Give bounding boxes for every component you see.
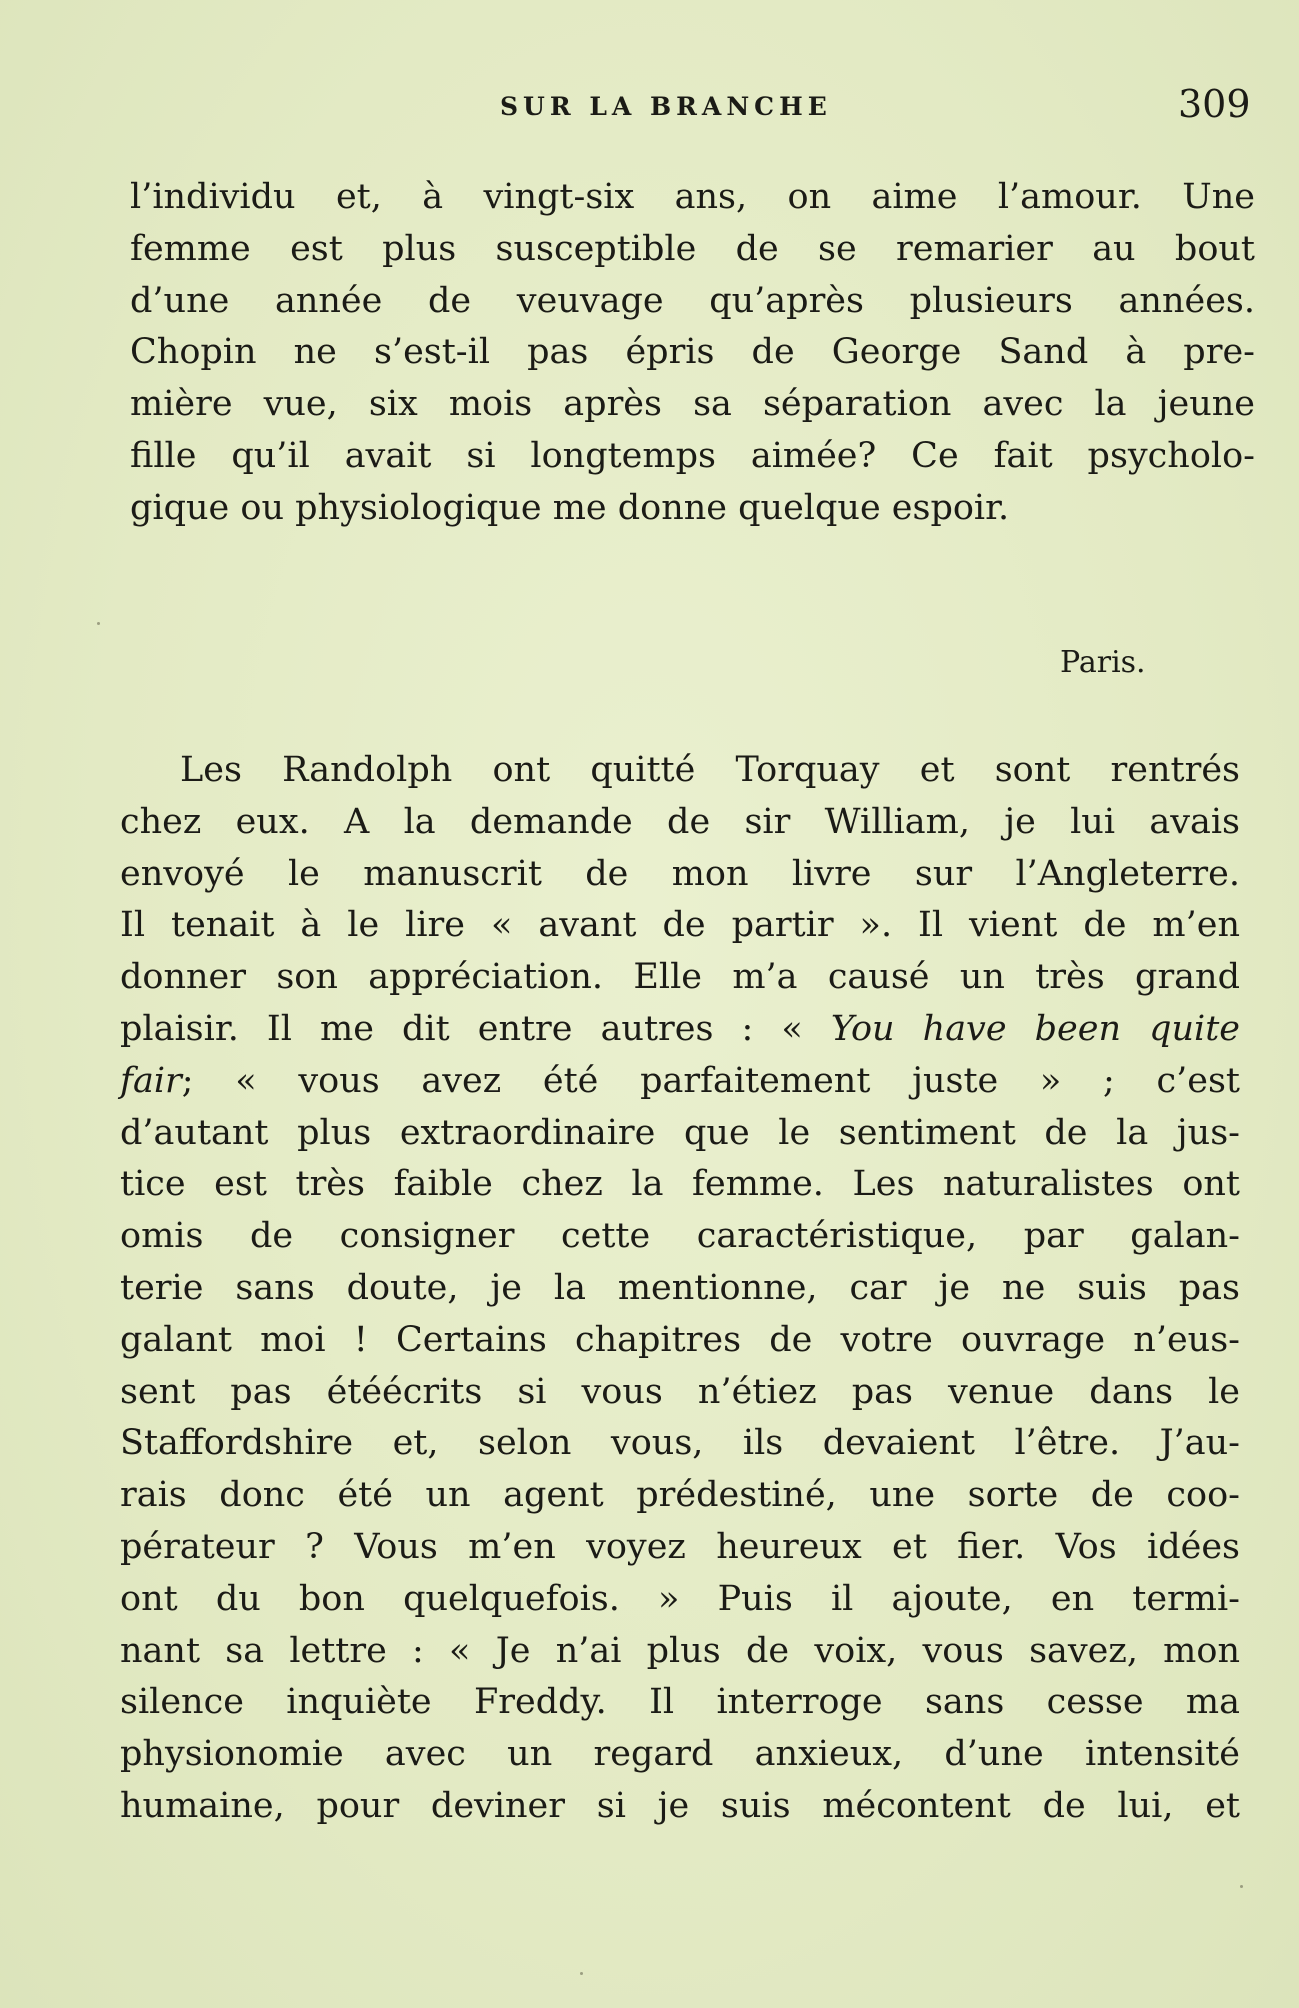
running-head	[0, 82, 1299, 128]
page-number: 309	[1178, 82, 1251, 126]
paragraph-letter	[120, 745, 1240, 1833]
text-line: mière vue, six mois après sa séparation avec la jeune	[130, 384, 1255, 425]
text-line: femme est plus susceptible de se remarier au bout	[130, 228, 1255, 269]
text-line: Staffordshire et, selon vous, ils devaient l’être. J’au-	[120, 1423, 1240, 1464]
paper-speck	[580, 1972, 583, 1975]
text-line-with-italic	[120, 1056, 1240, 1108]
place-heading: Paris.	[1060, 645, 1146, 680]
text-line: galant moi ! Certains chapitres de votre ouvrage n’eus-	[120, 1319, 1240, 1360]
text-segment: ; « vous avez été parfaitement juste » ; c’est	[181, 1060, 1240, 1101]
text-line: gique ou physiologique me donne quelque espoir.	[130, 487, 1010, 528]
text-line-with-italic	[120, 1004, 1240, 1056]
text-line: Chopin ne s’est-il pas épris de George Sand à pre-	[130, 332, 1255, 373]
text-line: fille qu’il avait si longtemps aimée? Ce fait psycholo-	[130, 435, 1255, 476]
text-line: terie sans doute, je la mentionne, car je ne suis pas	[120, 1267, 1240, 1308]
text-segment: plaisir. Il me dit entre autres : «	[120, 1008, 831, 1049]
text-line: pérateur ? Vous m’en voyez heureux et fier. Vos idées	[120, 1526, 1240, 1567]
running-title: SUR LA BRANCHE	[500, 92, 832, 121]
text-line: d’une année de veuvage qu’après plusieurs années.	[130, 280, 1255, 321]
text-line: chez eux. A la demande de sir William, je lui avais	[120, 801, 1240, 842]
paragraph-continued	[130, 172, 1255, 535]
text-line: physionomie avec un regard anxieux, d’une intensité	[120, 1734, 1240, 1775]
text-line: envoyé le manuscrit de mon livre sur l’Angleterre.	[120, 853, 1240, 894]
text-line: sent pas étéécrits si vous n’étiez pas venue dans le	[120, 1371, 1240, 1412]
text-line: tice est très faible chez la femme. Les naturalistes ont	[120, 1164, 1240, 1205]
paper-speck	[97, 622, 100, 625]
italic-quote: fair	[120, 1060, 182, 1101]
text-line: humaine, pour deviner si je suis mécontent de lui, et	[120, 1785, 1240, 1826]
paper-speck	[1240, 1885, 1243, 1888]
text-line: omis de consigner cette caractéristique, par galan-	[120, 1216, 1240, 1257]
text-line: Il tenait à le lire « avant de partir ». Il vient de m’en	[120, 905, 1240, 946]
text-line: silence inquiète Freddy. Il interroge sans cesse ma	[120, 1682, 1240, 1723]
text-line: l’individu et, à vingt-six ans, on aime l’amour. Une	[130, 177, 1255, 217]
text-line: ont du bon quelquefois. » Puis il ajoute, en termi-	[120, 1578, 1240, 1619]
text-line: donner son appréciation. Elle m’a causé un très grand	[120, 957, 1240, 998]
text-line: Les Randolph ont quitté Torquay et sont rentrés	[180, 750, 1240, 790]
text-line: rais donc été un agent prédestiné, une sorte de coo-	[120, 1475, 1240, 1516]
italic-quote: You have been quite	[830, 1008, 1240, 1049]
text-line: d’autant plus extraordinaire que le sentiment de la jus-	[120, 1112, 1240, 1153]
text-line: nant sa lettre : « Je n’ai plus de voix, vous savez, mon	[120, 1630, 1240, 1671]
